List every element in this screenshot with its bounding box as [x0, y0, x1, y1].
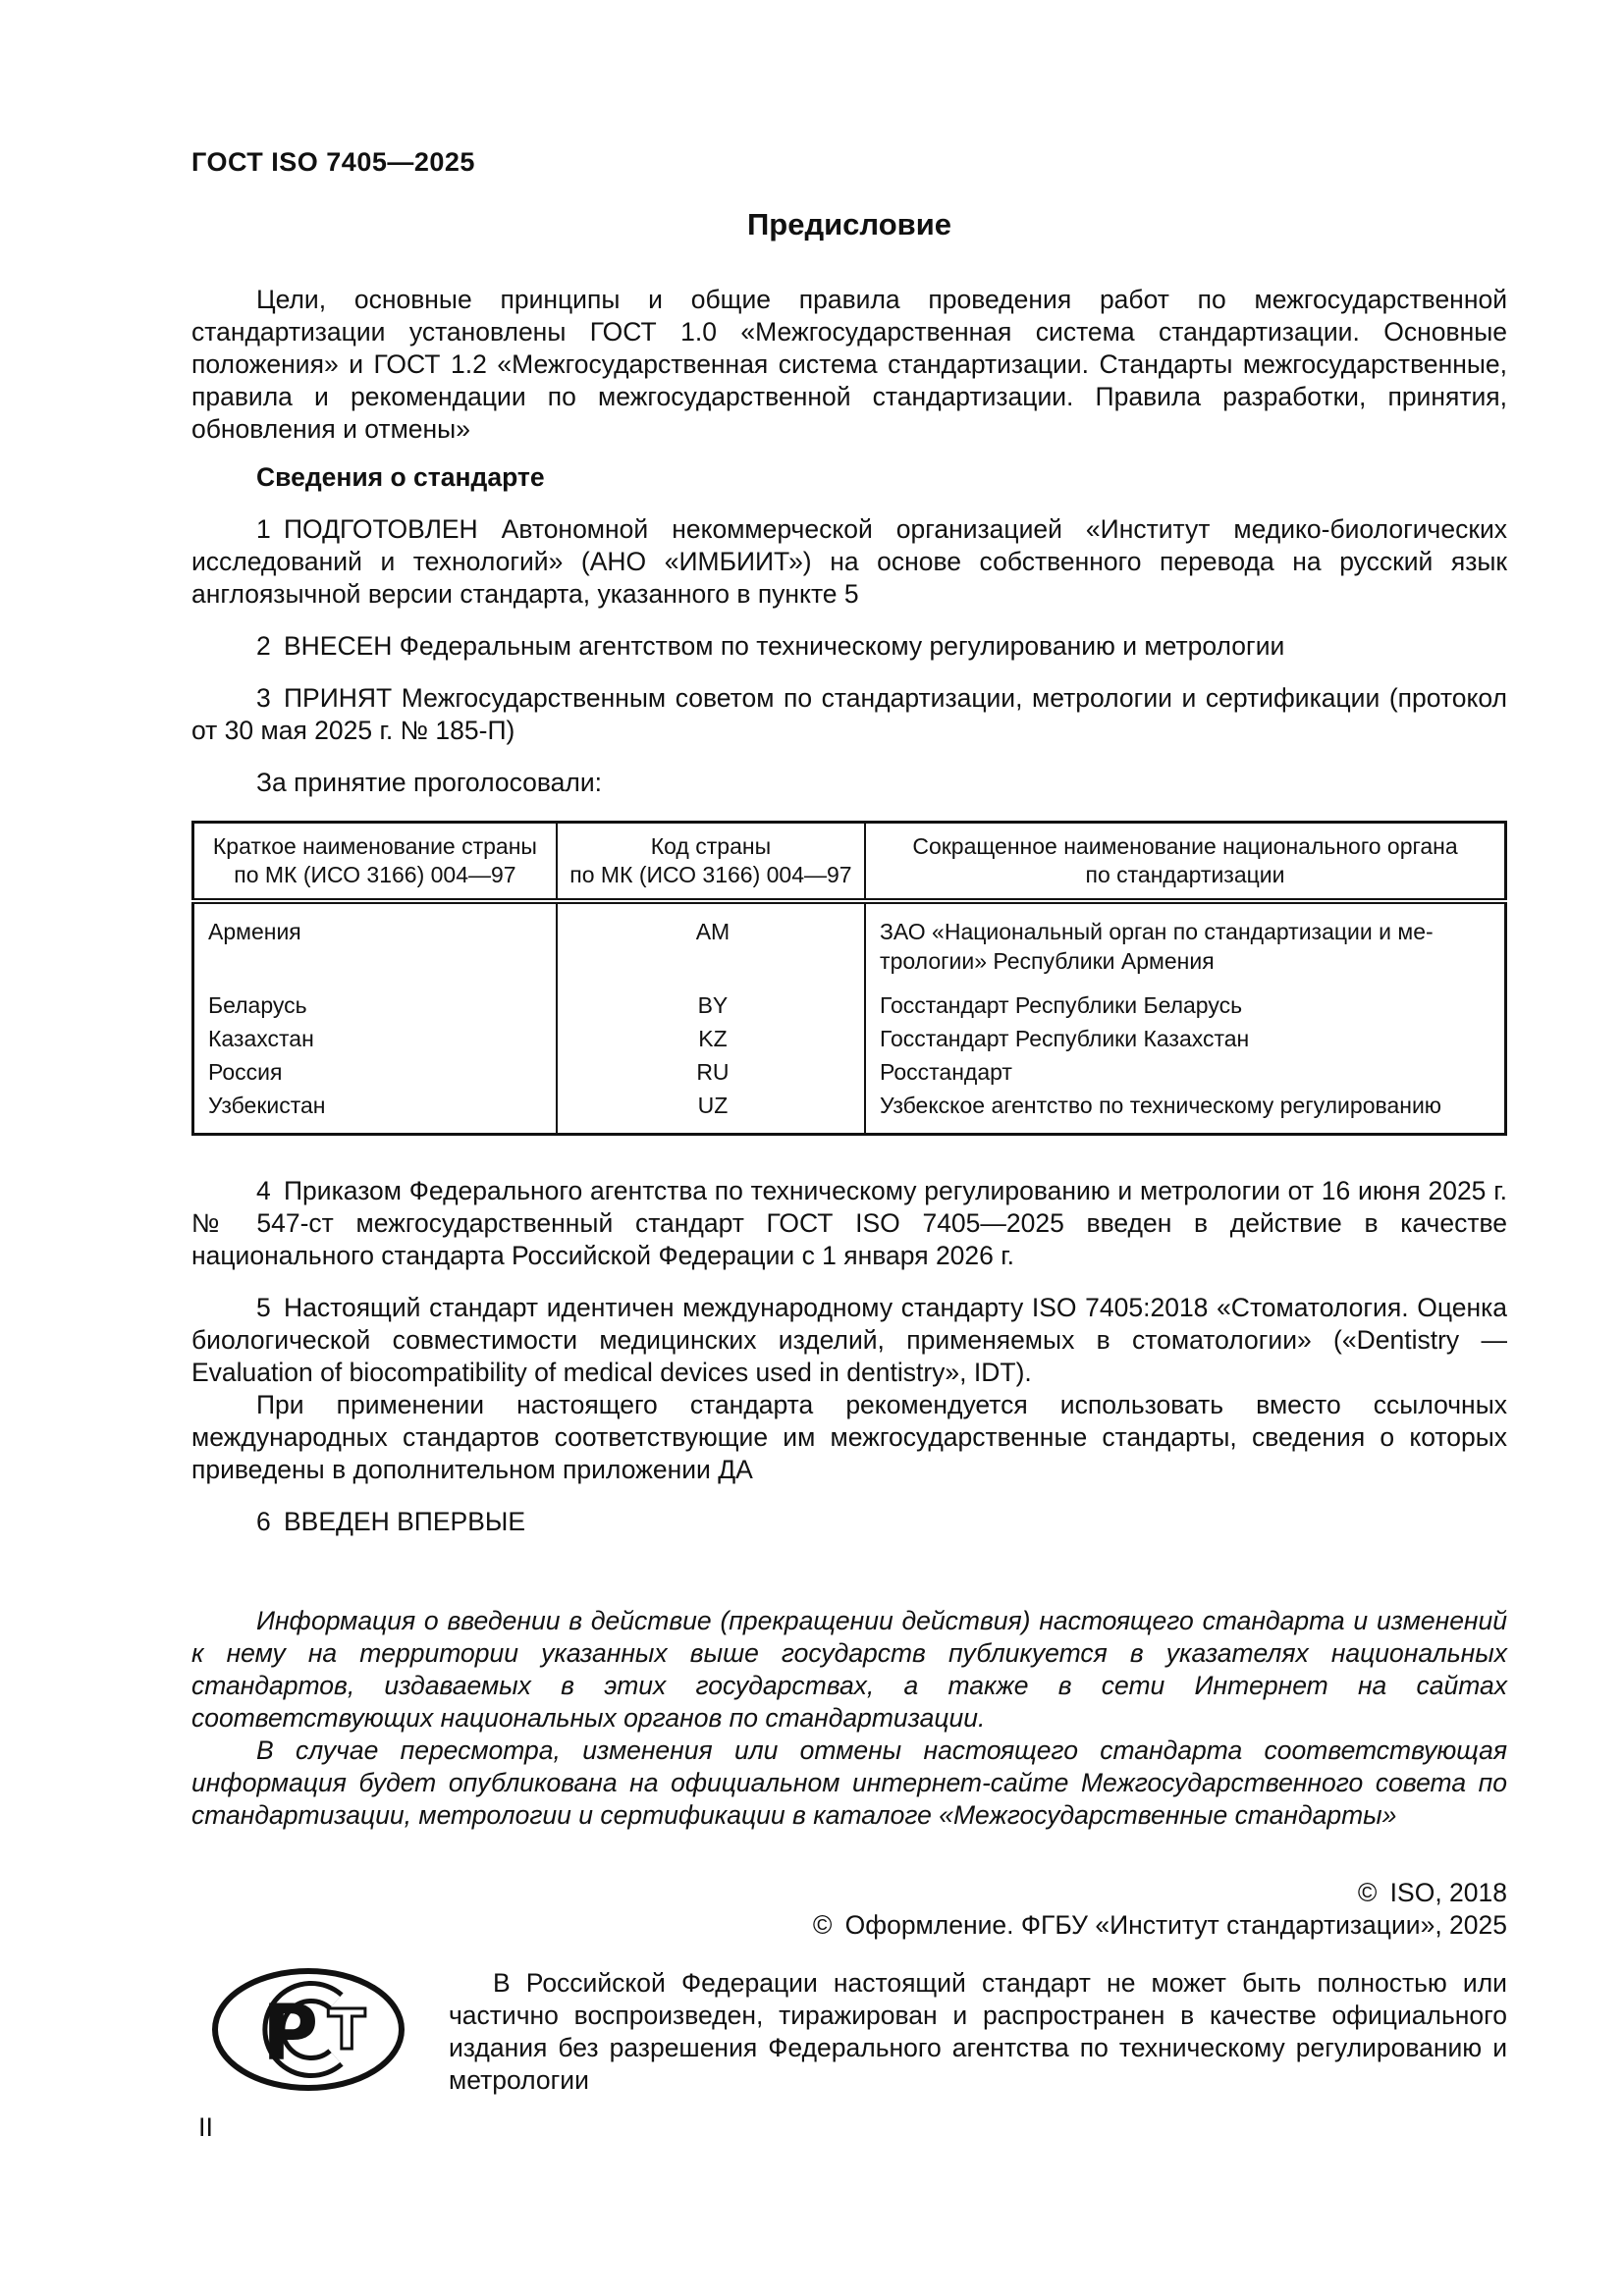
foreword-item-4: 4 Приказом Федерального агентства по техническому регулированию и метрологии от 16 июня 2025 г. № 547-ст межгосударственный стандарт ГОСТ ISO 7405—2025 введен в действие в качестве национального стандарта Российской Федерации с 1 января 2026 г.: [191, 1176, 1507, 1270]
page-number: II: [198, 2112, 214, 2142]
foreword-item-3: 3 ПРИНЯТ Межгосударственным советом по стандартизации, метрологии и сертификации (протокол от 30 мая 2025 г. № 185-П): [191, 683, 1507, 745]
table-row: [193, 1022, 1506, 1055]
column-header-org-line2: по стандартизации: [1085, 862, 1285, 887]
code-cell: BY: [557, 988, 865, 1022]
table-row: [193, 1089, 1506, 1135]
page-title: Предисловие: [746, 207, 951, 241]
org-cell: ЗАО «Национальный орган по стандартизации и метрологии» Республики Армения: [865, 901, 1505, 988]
copyright-block: [191, 1877, 1507, 1942]
foreword-item-2: 2 ВНЕСЕН Федеральным агентством по техническому регулированию и метрологии: [256, 631, 1285, 661]
org-cell: Узбекское агентство по техническому регулированию: [865, 1089, 1505, 1135]
org-cell: Госстандарт Республики Казахстан: [865, 1022, 1505, 1055]
doc-code: ГОСТ ISO 7405—2025: [191, 147, 475, 177]
legal-notice-text: В Российской Федерации настоящий стандарт не может быть полностью или частично воспроизведен, тиражирован и распространен в качестве официального издания без разрешения Федерального агентства по техническому регулированию и метрологии: [449, 1968, 1507, 2095]
rst-certification-mark-icon: [211, 1967, 406, 2092]
column-header-country-line2: по МК (ИСО 3166) 004—97: [234, 862, 516, 887]
country-cell: Армения: [193, 901, 557, 988]
org-cell: Госстандарт Республики Беларусь: [865, 988, 1505, 1022]
table-row: [193, 901, 1506, 988]
italic-notes-block: [191, 1605, 1507, 1832]
logo-letter-t: Т: [328, 1999, 366, 2062]
table-row: [193, 988, 1506, 1022]
country-cell: Узбекистан: [193, 1089, 557, 1135]
code-cell: AM: [557, 901, 865, 988]
publication-note: Информация о введении в действие (прекращении действия) настоящего стандарта и изменений к нему на территории указанных выше государств публикуется в указателях национальных стандартов, издаваемых в этих государствах, а также в сети Интернет на сайтах соответствующих национальных органов по стандартизации.: [191, 1606, 1507, 1733]
column-header-code: [557, 823, 865, 902]
code-cell: KZ: [557, 1022, 865, 1055]
revision-note: В случае пересмотра, изменения или отмены настоящего стандарта соответствующая информация будет опубликована на официальном интернет-сайте Межгосударственного совета по стандартизации, метрологии и сертификации в каталоге «Межгосударственные стандарты»: [191, 1735, 1507, 1830]
vote-table-header: [193, 823, 1506, 902]
vote-table: [191, 821, 1507, 1136]
foreword-intro: Цели, основные принципы и общие правила проведения работ по межгосударственной стандартизации установлены ГОСТ 1.0 «Межгосударственная система стандартизации. Основные положения» и ГОСТ 1.2 «Межгосударственная система стандартизации. Стандарты межгосударственные, правила и рекомендации по межгосударственной стандартизации. Правила разработки, принятия, обновления и отмены»: [191, 285, 1507, 444]
country-cell: Казахстан: [193, 1022, 557, 1055]
column-header-country-line1: Краткое наименование страны: [212, 833, 537, 859]
country-cell: Россия: [193, 1055, 557, 1089]
logo-letter-p: Р: [262, 1990, 319, 2078]
standard-info-heading: Сведения о стандарте: [256, 462, 545, 492]
table-row: [193, 1055, 1506, 1089]
table-header-row: [193, 823, 1506, 902]
copyright-design: © Оформление. ФГБУ «Институт стандартизации», 2025: [812, 1910, 1507, 1940]
foreword-item-1: 1 ПОДГОТОВЛЕН Автономной некоммерческой организацией «Институт медико-биологических исследований и технологий» (АНО «ИМБИИТ») на основе собственного перевода на русский язык англоязычной версии стандарта, указанного в пункте 5: [191, 514, 1507, 609]
vote-table-body: [193, 901, 1506, 1135]
column-header-org-line1: Сокращенное наименование национального органа: [912, 833, 1458, 859]
org-cell: Росстандарт: [865, 1055, 1505, 1089]
column-header-org: [865, 823, 1505, 902]
foreword-item-6: 6 ВВЕДЕН ВПЕРВЫЕ: [256, 1507, 526, 1536]
column-header-code-line1: Код страны: [650, 833, 772, 859]
country-cell: Беларусь: [193, 988, 557, 1022]
foreword-item-5: 5 Настоящий стандарт идентичен международному стандарту ISO 7405:2018 «Стоматология. Оценка биологической совместимости медицинских изделий, применяемых в стоматологии» («Dentistry — Evaluation of biocompatibility of medical devices used in dentistry», IDT).: [191, 1293, 1507, 1387]
code-cell: UZ: [557, 1089, 865, 1135]
copyright-iso: © ISO, 2018: [1357, 1878, 1507, 1907]
foreword-item-5-note: При применении настоящего стандарта рекомендуется использовать вместо ссылочных международных стандартов соответствующие им межгосударственные стандарты, сведения о которых приведены в дополнительном приложении ДА: [191, 1390, 1507, 1484]
vote-intro: За принятие проголосовали:: [256, 768, 603, 797]
code-cell: RU: [557, 1055, 865, 1089]
legal-notice-block: [191, 1967, 1507, 2097]
column-header-country: [193, 823, 557, 902]
column-header-code-line2: по МК (ИСО 3166) 004—97: [569, 862, 852, 887]
